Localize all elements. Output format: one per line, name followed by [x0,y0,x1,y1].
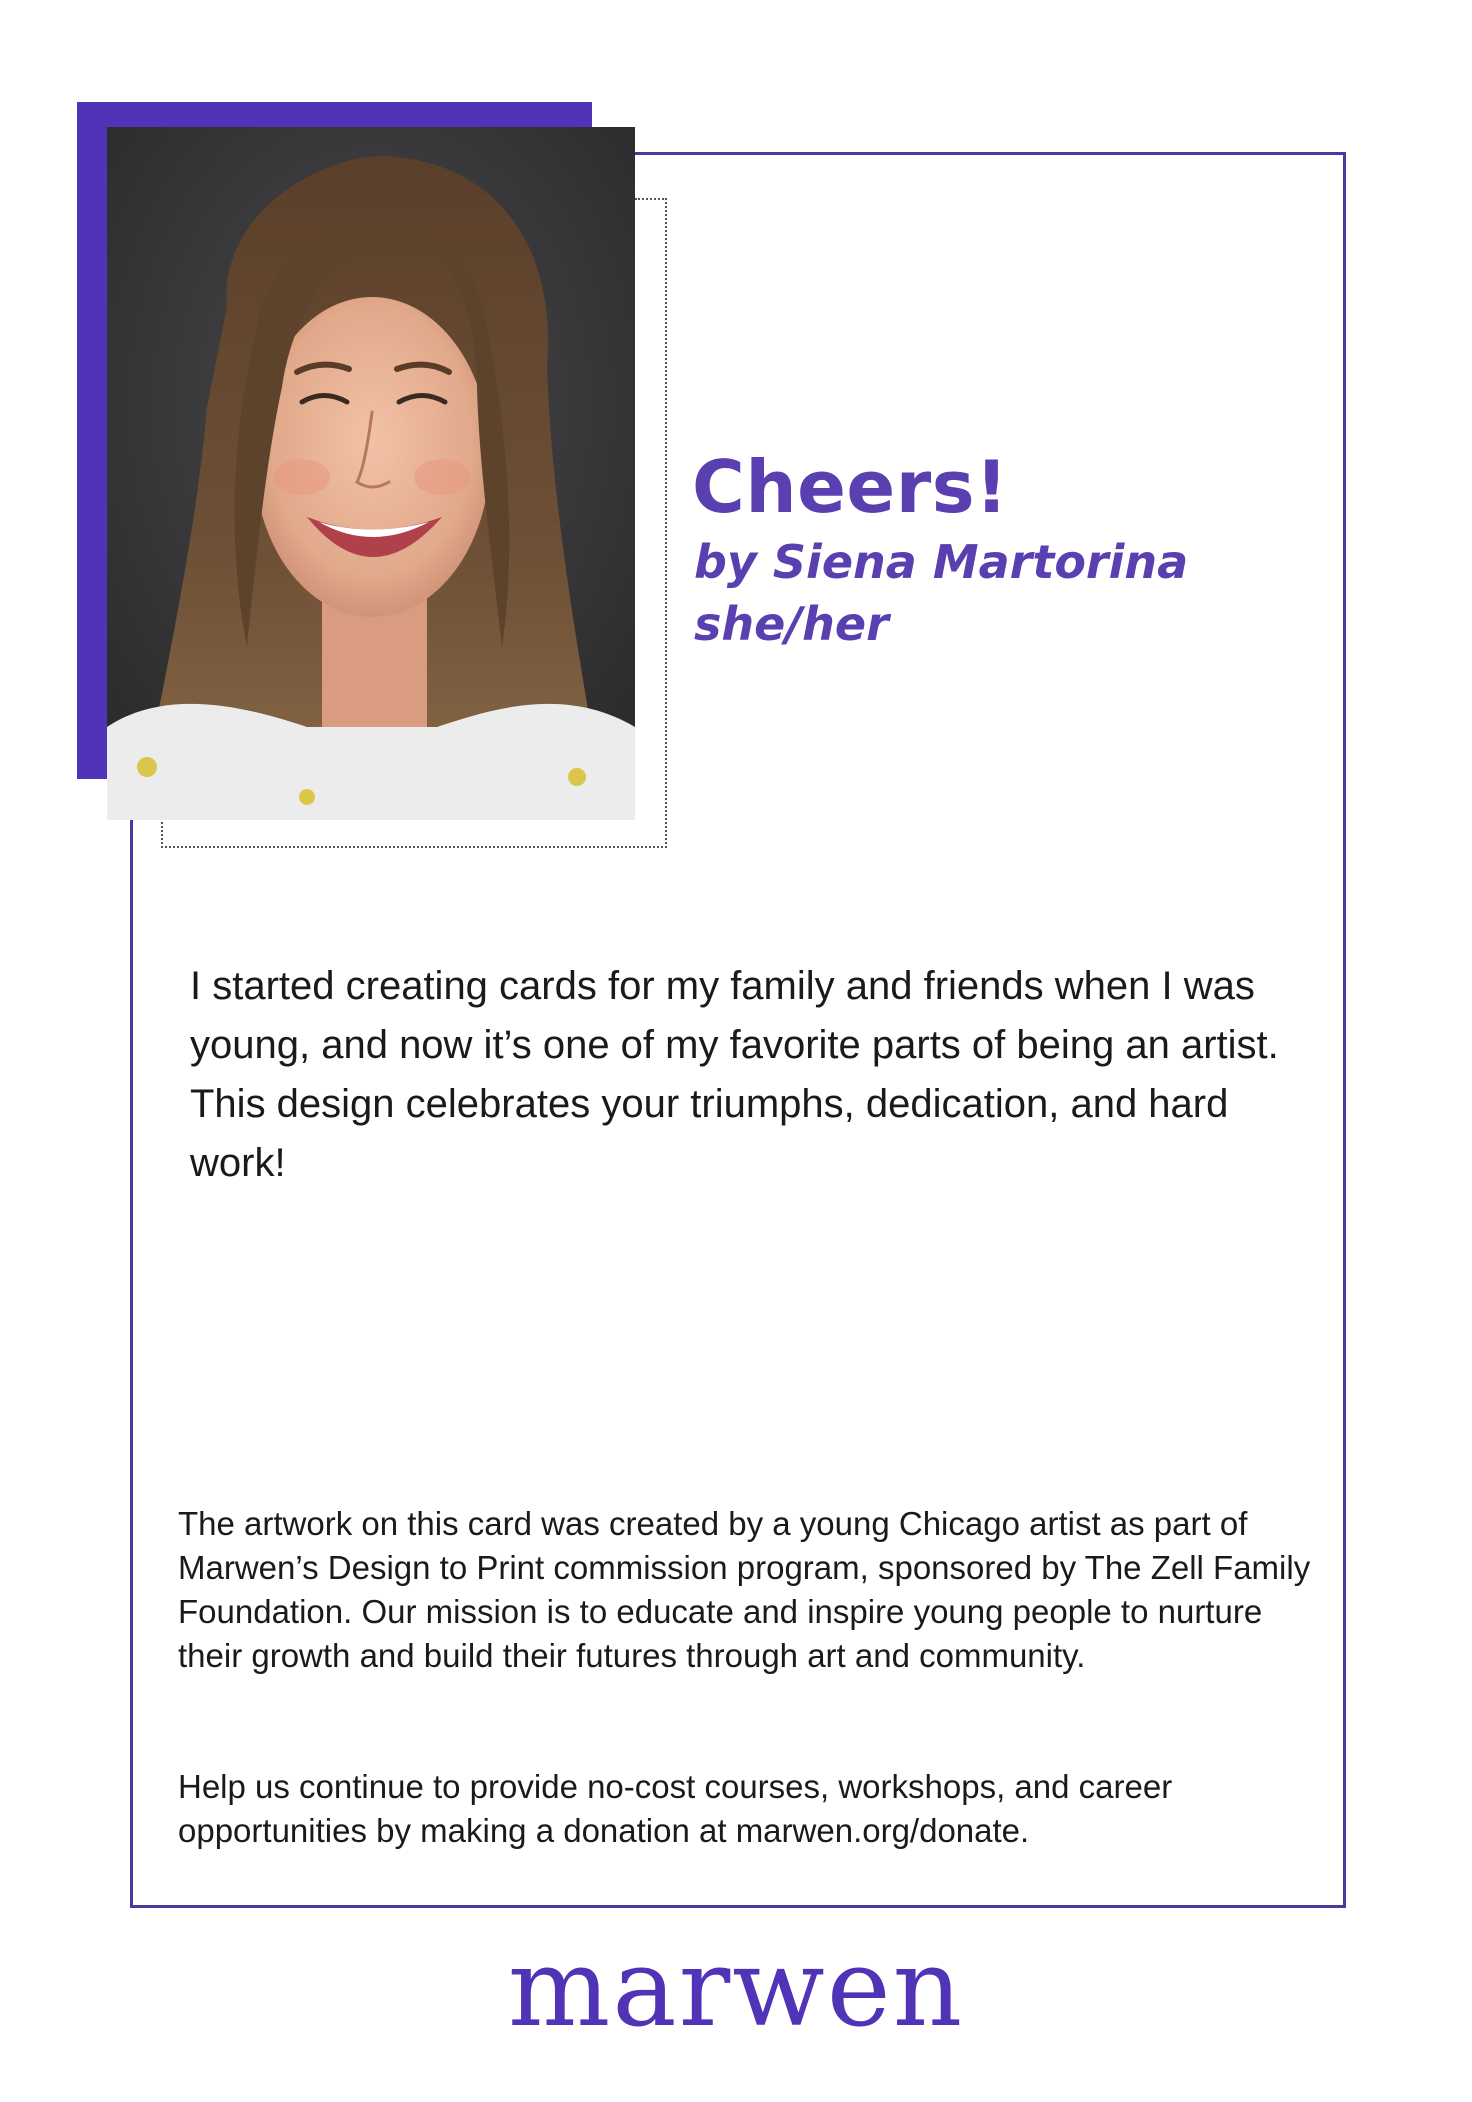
artist-byline: by Siena Martorina [694,535,1189,589]
dotted-outline-top [635,198,667,200]
marwen-logo: marwen [507,1926,965,2051]
portrait-illustration [107,127,635,820]
artist-portrait [107,127,635,820]
artist-statement: I started creating cards for my family and friends when I was young, and now it’s one of my favorite parts of being an artist. This design celebrates your triumphs, dedication, and hard work! [190,964,1279,1185]
program-description: The artwork on this card was created by a young Chicago artist as part of Marwen’s Design to Print commission program, sponsored by The Zell Family Foundation. Our mission is to educate and inspire young people to nurture their growth and build their futures through art and community. [178,1505,1311,1674]
donation-appeal: Help us continue to provide no-cost courses, workshops, and career opportunities by making a donation at marwen.org/donate. [178,1768,1173,1849]
card-title: Cheers! [692,445,1009,529]
artist-pronouns: she/her [694,597,889,651]
